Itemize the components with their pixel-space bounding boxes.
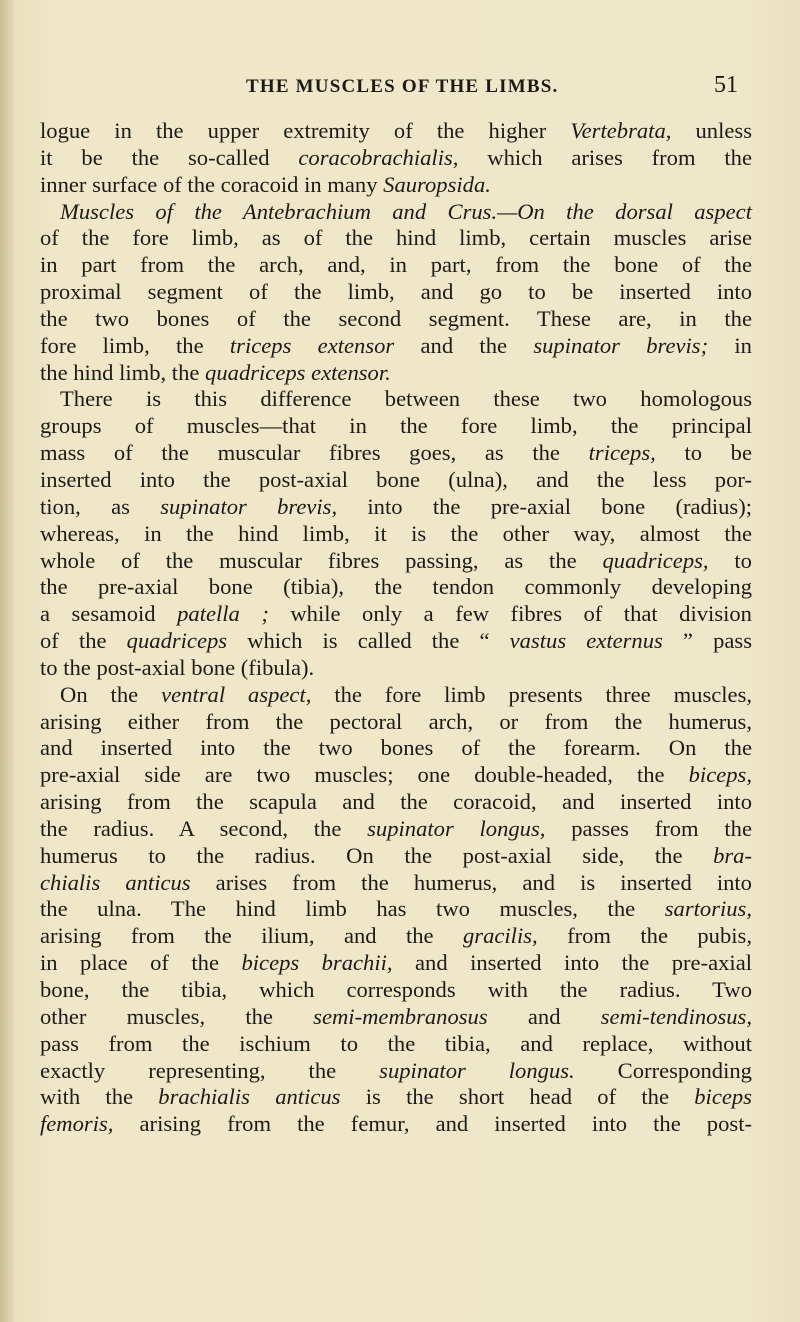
text-run: pre-axial side are two muscles; one double-headed, the [40, 762, 689, 788]
text-run: arising from the scapula and the coracoid, and inserted into [40, 789, 752, 815]
text-run: proximal segment of the limb, and go to be inserted into [40, 279, 752, 305]
text-line [40, 440, 752, 467]
text-run: in part from the arch, and, in part, from the bone of the [40, 252, 752, 278]
text-line [40, 1004, 752, 1031]
text-line [40, 467, 752, 494]
italic-term: sartorius, [664, 896, 752, 922]
text-line [40, 789, 752, 816]
text-run: arising from the femur, and inserted into the post- [113, 1111, 752, 1137]
italic-term: coracobrachialis, [298, 144, 459, 170]
text-run: in place of the [40, 950, 242, 976]
italic-term: quadriceps [126, 628, 228, 654]
text-run: bone, the tibia, which corresponds with the radius. Two [40, 977, 752, 1002]
text-line [40, 252, 752, 279]
italic-term: triceps, [588, 440, 656, 466]
page-gutter-shadow [0, 0, 14, 1322]
text-run: tion, as [40, 493, 161, 519]
italic-term: biceps, [688, 762, 752, 788]
italic-term: supinator longus. [379, 1057, 575, 1083]
page-number: 51 [714, 72, 738, 98]
text-run: of the fore limb, as of the hind limb, certain muscles arise [40, 225, 752, 251]
italic-term: femoris, [40, 1111, 114, 1137]
text-line [40, 816, 752, 843]
text-run: the radius. A second, the [40, 815, 368, 841]
italic-term: Sauropsida. [383, 171, 491, 197]
text-line [40, 574, 752, 601]
text-line [40, 360, 752, 387]
text-line [40, 601, 752, 628]
text-line [40, 386, 752, 413]
text-line [40, 843, 752, 870]
text-line [40, 172, 752, 199]
page-header [0, 72, 800, 106]
text-line [40, 1084, 752, 1111]
text-run: inner surface of the coracoid in many [40, 171, 384, 197]
text-run: and inserted into the two bones of the forearm. On the [40, 735, 752, 761]
text-run: it be the so-called [40, 144, 299, 170]
text-line [40, 923, 752, 950]
italic-term: chialis anticus [40, 869, 191, 895]
text-line [40, 655, 752, 682]
text-run: On the [60, 681, 162, 707]
text-run: arises from the humerus, and is inserted into [190, 869, 752, 895]
italic-term: gracilis, [462, 923, 538, 949]
text-run: of the [40, 628, 127, 654]
italic-term: bra- [713, 842, 752, 868]
italic-term: quadriceps, [602, 547, 709, 573]
text-run: fore limb, the [40, 332, 230, 358]
text-run: ” pass [662, 628, 752, 654]
text-run: arising from the ilium, and the [40, 923, 463, 949]
text-run: arising either from the pectoral arch, or from the humerus, [40, 708, 752, 734]
text-run: a sesamoid [40, 601, 178, 627]
italic-term: semi-membranosus [313, 1003, 488, 1029]
text-run: to the post-axial bone (fibula). [40, 654, 315, 680]
text-line [40, 682, 752, 709]
text-line [40, 709, 752, 736]
italic-term: ventral aspect, [161, 681, 312, 707]
text-run: the fore limb presents three muscles, [311, 681, 753, 707]
text-run: to be [655, 440, 752, 466]
text-run: is the short head of the [340, 1084, 695, 1110]
text-run: humerus to the radius. On the post-axial side, the [40, 842, 714, 868]
text-run: pass from the ischium to the tibia, and replace, without [40, 1030, 752, 1056]
text-run: in [708, 332, 752, 358]
italic-term: quadriceps extensor. [205, 359, 391, 385]
text-line [40, 628, 752, 655]
text-run: groups of muscles—that in the fore limb, the principal [40, 413, 752, 439]
text-run: logue in the upper extremity of the higher [40, 118, 571, 143]
text-line [40, 413, 752, 440]
text-run: There is this difference between these two homologous [60, 386, 752, 412]
text-run: inserted into the post-axial bone (ulna), and the less por- [40, 466, 752, 492]
text-run: and [487, 1003, 601, 1029]
italic-term: brachialis anticus [158, 1084, 341, 1110]
text-run: from the pubis, [537, 923, 752, 949]
text-line [40, 333, 752, 360]
text-run: unless [671, 118, 752, 143]
text-line [40, 977, 752, 1004]
text-run: Corresponding [574, 1057, 752, 1083]
text-run: exactly representing, the [40, 1057, 380, 1083]
text-line [40, 896, 752, 923]
text-run: and the [394, 332, 534, 358]
text-run: while only a few fibres of that division [268, 601, 752, 627]
text-line [40, 762, 752, 789]
text-run: which arises from the [458, 144, 752, 170]
text-run: mass of the muscular fibres goes, as the [40, 440, 589, 466]
text-run: into the pre-axial bone (radius); [337, 493, 753, 519]
italic-term: semi-tendinosus, [600, 1003, 752, 1029]
italic-term: supinator brevis, [160, 493, 338, 519]
text-line [40, 950, 752, 977]
italic-term: patella ; [177, 601, 269, 627]
text-line [40, 870, 752, 897]
text-line [40, 118, 752, 145]
text-line [40, 494, 752, 521]
text-run: the pre-axial bone (tibia), the tendon commonly developing [40, 574, 752, 600]
text-run: the ulna. The hind limb has two muscles, the [40, 896, 665, 922]
text-line [40, 306, 752, 333]
text-run: the hind limb, the [40, 359, 206, 385]
body-text [40, 118, 752, 1138]
text-run: passes from the [545, 815, 752, 841]
text-run: the two bones of the second segment. These are, in the [40, 305, 752, 331]
text-run: other muscles, the [40, 1003, 314, 1029]
italic-term: Muscles of the Antebrachium and Crus.—On the dorsal aspect [60, 198, 752, 224]
text-run: which is called the “ [227, 628, 510, 654]
text-line [40, 735, 752, 762]
text-line [40, 521, 752, 548]
italic-term: vastus externus [509, 628, 663, 654]
italic-term: supinator longus, [367, 815, 546, 841]
italic-term: Vertebrata, [570, 118, 672, 143]
italic-term: biceps brachii, [241, 950, 393, 976]
text-line [40, 1058, 752, 1085]
text-run: to [708, 547, 752, 573]
text-line [40, 225, 752, 252]
text-line [40, 199, 752, 226]
italic-term: biceps [694, 1084, 752, 1110]
running-title: THE MUSCLES OF THE LIMBS. [246, 76, 559, 97]
text-line [40, 1031, 752, 1058]
text-run: whereas, in the hind limb, it is the other way, almost the [40, 520, 752, 546]
text-line [40, 548, 752, 575]
italic-term: supinator brevis; [533, 332, 709, 358]
text-line [40, 145, 752, 172]
text-run: and inserted into the pre-axial [392, 950, 752, 976]
italic-term: triceps extensor [229, 332, 395, 358]
text-run: with the [40, 1084, 159, 1110]
text-line [40, 279, 752, 306]
text-run: whole of the muscular fibres passing, as the [40, 547, 603, 573]
text-line [40, 1111, 752, 1138]
